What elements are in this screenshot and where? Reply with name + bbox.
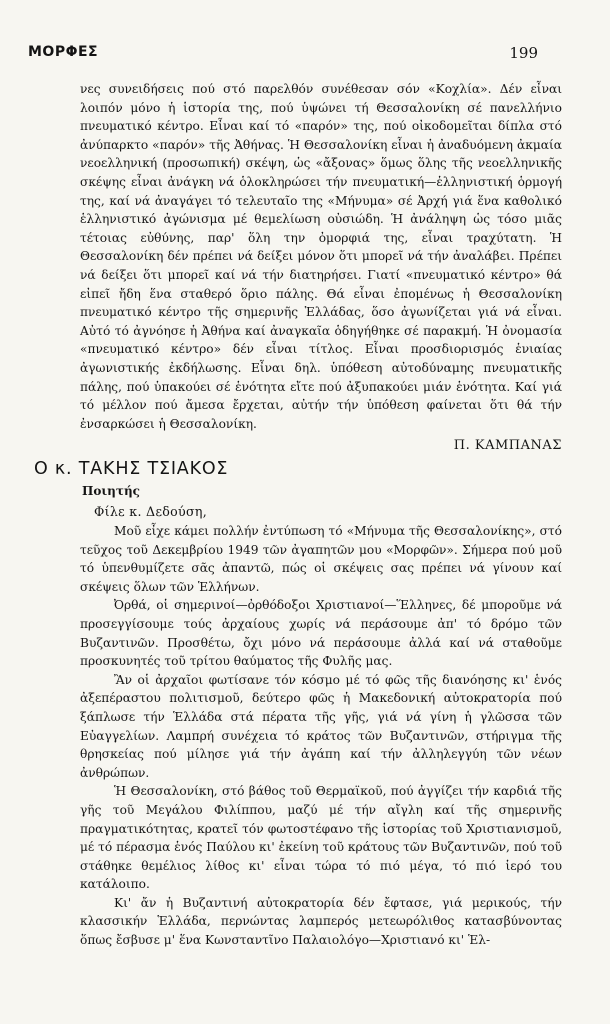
letter-heading: Ο κ. ΤΑΚΗΣ ΤΣΙΑΚΟΣ [34, 459, 229, 479]
author-role: Ποιητής [82, 484, 140, 498]
article-paragraph: νες συνειδήσεις πού στό παρελθόν συνέθεσαν σόν «Κοχλία». Δέν εἶναι λοιπόν μόνο ἡ ἱστορία της, πού ὑψώνει τή Θεσσαλονίκη σέ πανελλήνιο πνευματικό κέντρο. Εἶναι καί τό «παρόν» της, πού οἰκοδομεῖται δίπλα στό ἀνύπαρκτο «παρόν» τῆς Ἀθήνας. Ἡ Θεσσαλονίκη εἶναι ἡ ἀναδυόμενη ἀκμαία νεοελληνική (προσωπική) σκέψη, ὡς «ἄξονας» ὅμως ὅλης τῆς νεοελληνικῆς σκέψης εἶναι ἀνάγκη νά ὁλοκληρώσει τήν πνευματική—ἑλληνιστική ὁρμογή της, καί νά ἀναγάγει τό τελευταῖο της «Μήνυμα» σέ Ἀρχή γιά ἕνα καθολικό ἑλληνιστικό ἀγώνισμα μέ θεμελίωση οὐσιώδη. Ἡ ἀνάληψη ὡς τόσο μιᾶς τέτοιας εὐθύνης, παρ' ὅλη την ὀμορφιά της, εἶναι τραχύτατη. Ἡ Θεσσαλονίκη δέν πρέπει νά δείξει μόνον ὅτι μπορεῖ νά τήν ἀναλάβει. Πρέπει νά δείξει ὅτι μπορεῖ καί νά τήν διατηρήσει. Γιατί «πνευματικό κέντρο» θά εἰπεῖ ἤδη ἕνα σταθερό ὅριο πάλης. Θά εἶναι ἐπομένως ἡ Θεσσαλονίκη πνευματικό κέντρο τῆς σημερινῆς Ἑλλάδας, ὅσο ἀγωνίζεται γιά νά εἶναι. Αὐτό τό ἀγνόησε ἡ Ἀθήνα καί ἀναγκαῖα ὁδηγήθηκε σέ παρακμή. Ἡ ὀνομασία «πνευματικό κέντρο» δέν εἶναι τίτλος. Εἶναι προσδιορισμός ἑνιαίας ἀγωνιστικής ἐκδήλωσης. Εἶναι δηλ. ὑπόθεση αὐτοδύναμης πνευματικῆς πάλης, πού ὑπακούει σέ ἑνότητα εἴτε πού ἀξυπακούει μιάν ἑνότητα. Καί γιά τό μέλλον πού ἄμεσα ἔρχεται, αὐτήν τήν ὑπόθεση φαίνεται ὅτι θά τήν ἐνσαρκώσει ἡ Θεσσαλονίκη. [80, 82, 562, 431]
letter-paragraph: Ἡ Θεσσαλονίκη, στό βάθος τοῦ Θερμαϊκοῦ, πού ἀγγίζει τήν καρδιά τῆς γῆς τοῦ Μεγάλου Φιλίππου, μαζύ μέ τήν αἴγλη καί τῆς σημερινῆς πραγματικότητας, κρατεῖ τόν φωτοστέφανο τῆς ἱστορίας τοῦ Χριστιανισμοῦ, μέ τό πέρασμα ἑνός Παύλου κι' ἐκείνη τοῦ κράτους τῶν Βυζαντινῶν, πού τοῦ στάθηκε θεμέλιος λίθος κι' εἶναι τώρα τό πιό μέγα, τό πιό ἱερό του κατάλοιπο. [80, 784, 562, 892]
letter-paragraph: Μοῦ εἶχε κάμει πολλήν ἐντύπωση τό «Μήνυμα τῆς Θεσσαλονίκης», στό τεῦχος τοῦ Δεκεμβρίου 1949 τῶν ἀγαπητῶν μου «Μορφῶν». Σήμερα πού μοῦ τό ὑπενθυμίζετε σᾶς ἀπαντῶ, πώς οἱ σκέψεις σας πρέπει νά γίνουν καί σκέψεις ὅλων τῶν Ἑλλήνων. [80, 524, 562, 594]
letter-paragraph: Κι' ἄν ἡ Βυζαντινή αὐτοκρατορία δέν ἔφτασε, γιά μερικούς, τήν κλασσικήν Ἑλλάδα, περνώντας λαμπερός μετεωρόλιθος κατασβύνοντας ὅπως ἔσβυσε μ' ἕνα Κωνσταντῖνο Παλαιολόγο—Χριστιανό κι' Ἑλ- [80, 895, 562, 948]
journal-title: ΜΟΡΦΕΣ [28, 44, 99, 60]
letter-paragraph: Ἂν οἱ ἀρχαῖοι φωτίσανε τόν κόσμο μέ τό φῶς τῆς διανόησης κι' ἑνός ἀξεπέραστου πολιτισμοῦ, δεύτερο φῶς ἡ Μακεδονική αὐτοκρατορία πού ξάπλωσε τήν Ἑλλάδα στά πέρατα τῆς γῆς, γιά νά γίνη ἡ γλῶσσα τῶν Εὐαγγελίων. Λαμπρή συνέχεια τό κράτος τῶν Βυζαντινῶν, στήριγμα τῆς θρησκείας πού μίλησε γιά τήν ἀγάπη καί τήν ἀλληλεγγύη τῶν νέων ἀνθρώπων. [80, 672, 562, 780]
page-number: 199 [509, 44, 538, 62]
article-body [80, 80, 562, 433]
letter-salutation: Φίλε κ. Δεδούση, [94, 504, 208, 519]
article-signature: Π. ΚΑΜΠΑΝΑΣ [453, 438, 562, 453]
letter-paragraph: Ὀρθά, οἱ σημερινοί—ὀρθόδοξοι Χριστιανοί—Ἕλληνες, δέ μποροῦμε νά προσεγγίσουμε τούς ἀρχαίους χωρίς νά περάσουμε ἀπ' τό δρόμο τῶν Βυζαντινῶν. Προσθέτω, ὄχι μόνο νά περάσουμε ἀλλά καί νά σταθοῦμε προσκυνητές τοῦ τρίτου θαύματος τῆς Φυλῆς μας. [80, 598, 562, 669]
letter-body [80, 522, 562, 950]
